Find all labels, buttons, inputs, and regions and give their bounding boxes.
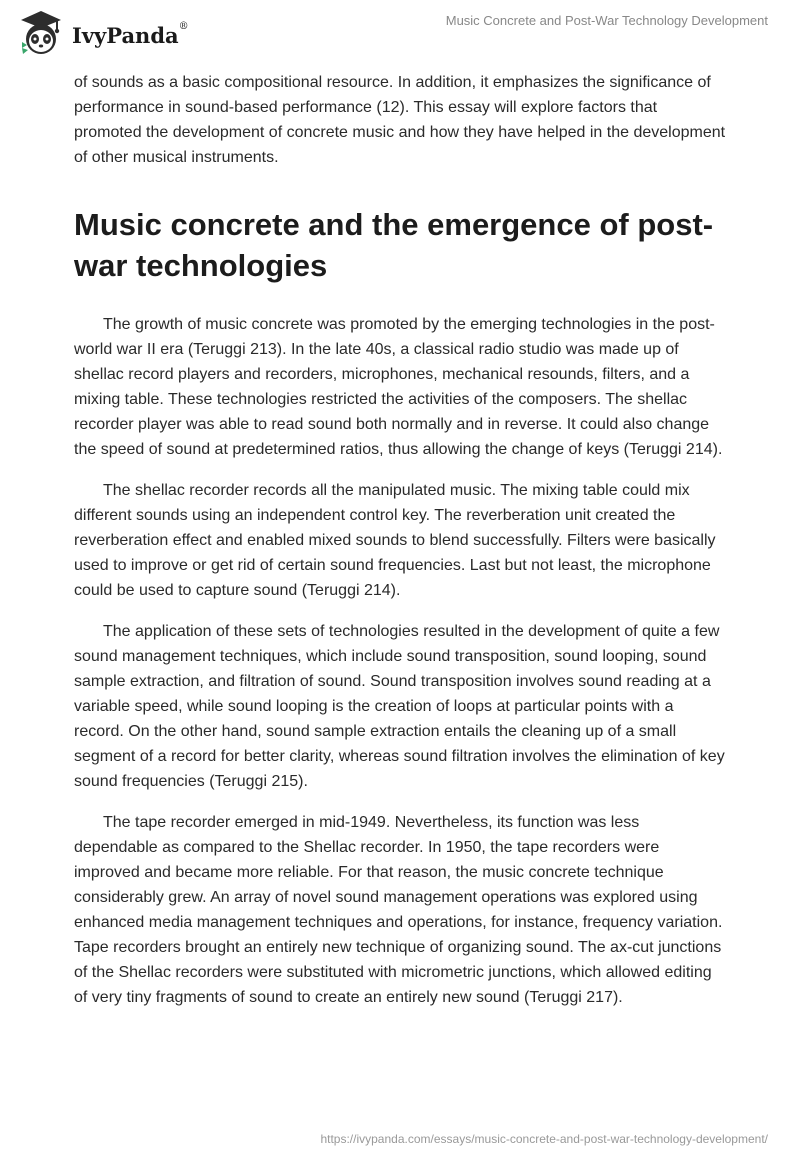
section-heading: Music concrete and the emergence of post-war technologies — [74, 207, 714, 283]
source-url-link[interactable]: https://ivypanda.com/essays/music-concrete-and-post-war-technology-development/ — [320, 1132, 768, 1146]
page-header — [0, 0, 800, 70]
intro-paragraph: of sounds as a basic compositional resource. In addition, it emphasizes the significance of performance in sound-based performance (12). This essay will explore factors that promoted the development of concrete music and how they have helped in the development of other musical instruments. — [74, 74, 726, 166]
document-title: Music Concrete and Post-War Technology Development — [445, 13, 768, 28]
body-paragraph: The tape recorder emerged in mid-1949. Nevertheless, its function was less dependable as compared to the Shellac recorder. In 1950, the tape recorders were improved and became more reliable. For that reason, the music concrete technique considerably grew. An array of novel sound management operations was explored using enhanced media management techniques and operations, for instance, frequency variation. Tape recorders brought an entirely new technique of organizing sound. The ax-cut junctions of the Shellac recorders were substituted with micrometric junctions, which allowed editing of very tiny fragments of sound to create an entirely new sound (Teruggi 217). — [74, 814, 723, 1006]
panda-graduate-icon — [16, 8, 66, 58]
ivypanda-logo[interactable] — [16, 8, 189, 58]
essay-content — [74, 70, 726, 1026]
brand-name: IvyPanda® — [72, 20, 189, 48]
body-paragraph: The growth of music concrete was promoted by the emerging technologies in the post-world war II era (Teruggi 213). In the late 40s, a classical radio studio was made up of shellac record players and recorders, microphones, mechanical resounds, filters, and a mixing table. These technologies restricted the activities of the composers. The shellac recorder player was able to read sound both normally and in reverse. It could also change the speed of sound at predetermined ratios, thus allowing the change of keys (Teruggi 214). — [74, 316, 723, 458]
body-paragraph: The application of these sets of technologies resulted in the development of quite a few sound management techniques, which include sound transposition, sound looping, sound sample extraction, and filtration of sound. Sound transposition involves sound reading at a variable speed, while sound looping is the creation of loops at particular points with a record. On the other hand, sound sample extraction entails the cleaning up of a small segment of a record for better clarity, whereas sound filtration involves the elimination of key sound frequencies (Teruggi 215). — [74, 623, 725, 790]
body-paragraph: The shellac recorder records all the manipulated music. The mixing table could mix different sounds using an independent control key. The reverberation unit created the reverberation effect and enabled mixed sounds to blend successfully. Filters were basically used to improve or get rid of certain sound frequencies. Last but not least, the microphone could be used to capture sound (Teruggi 214). — [74, 482, 716, 599]
